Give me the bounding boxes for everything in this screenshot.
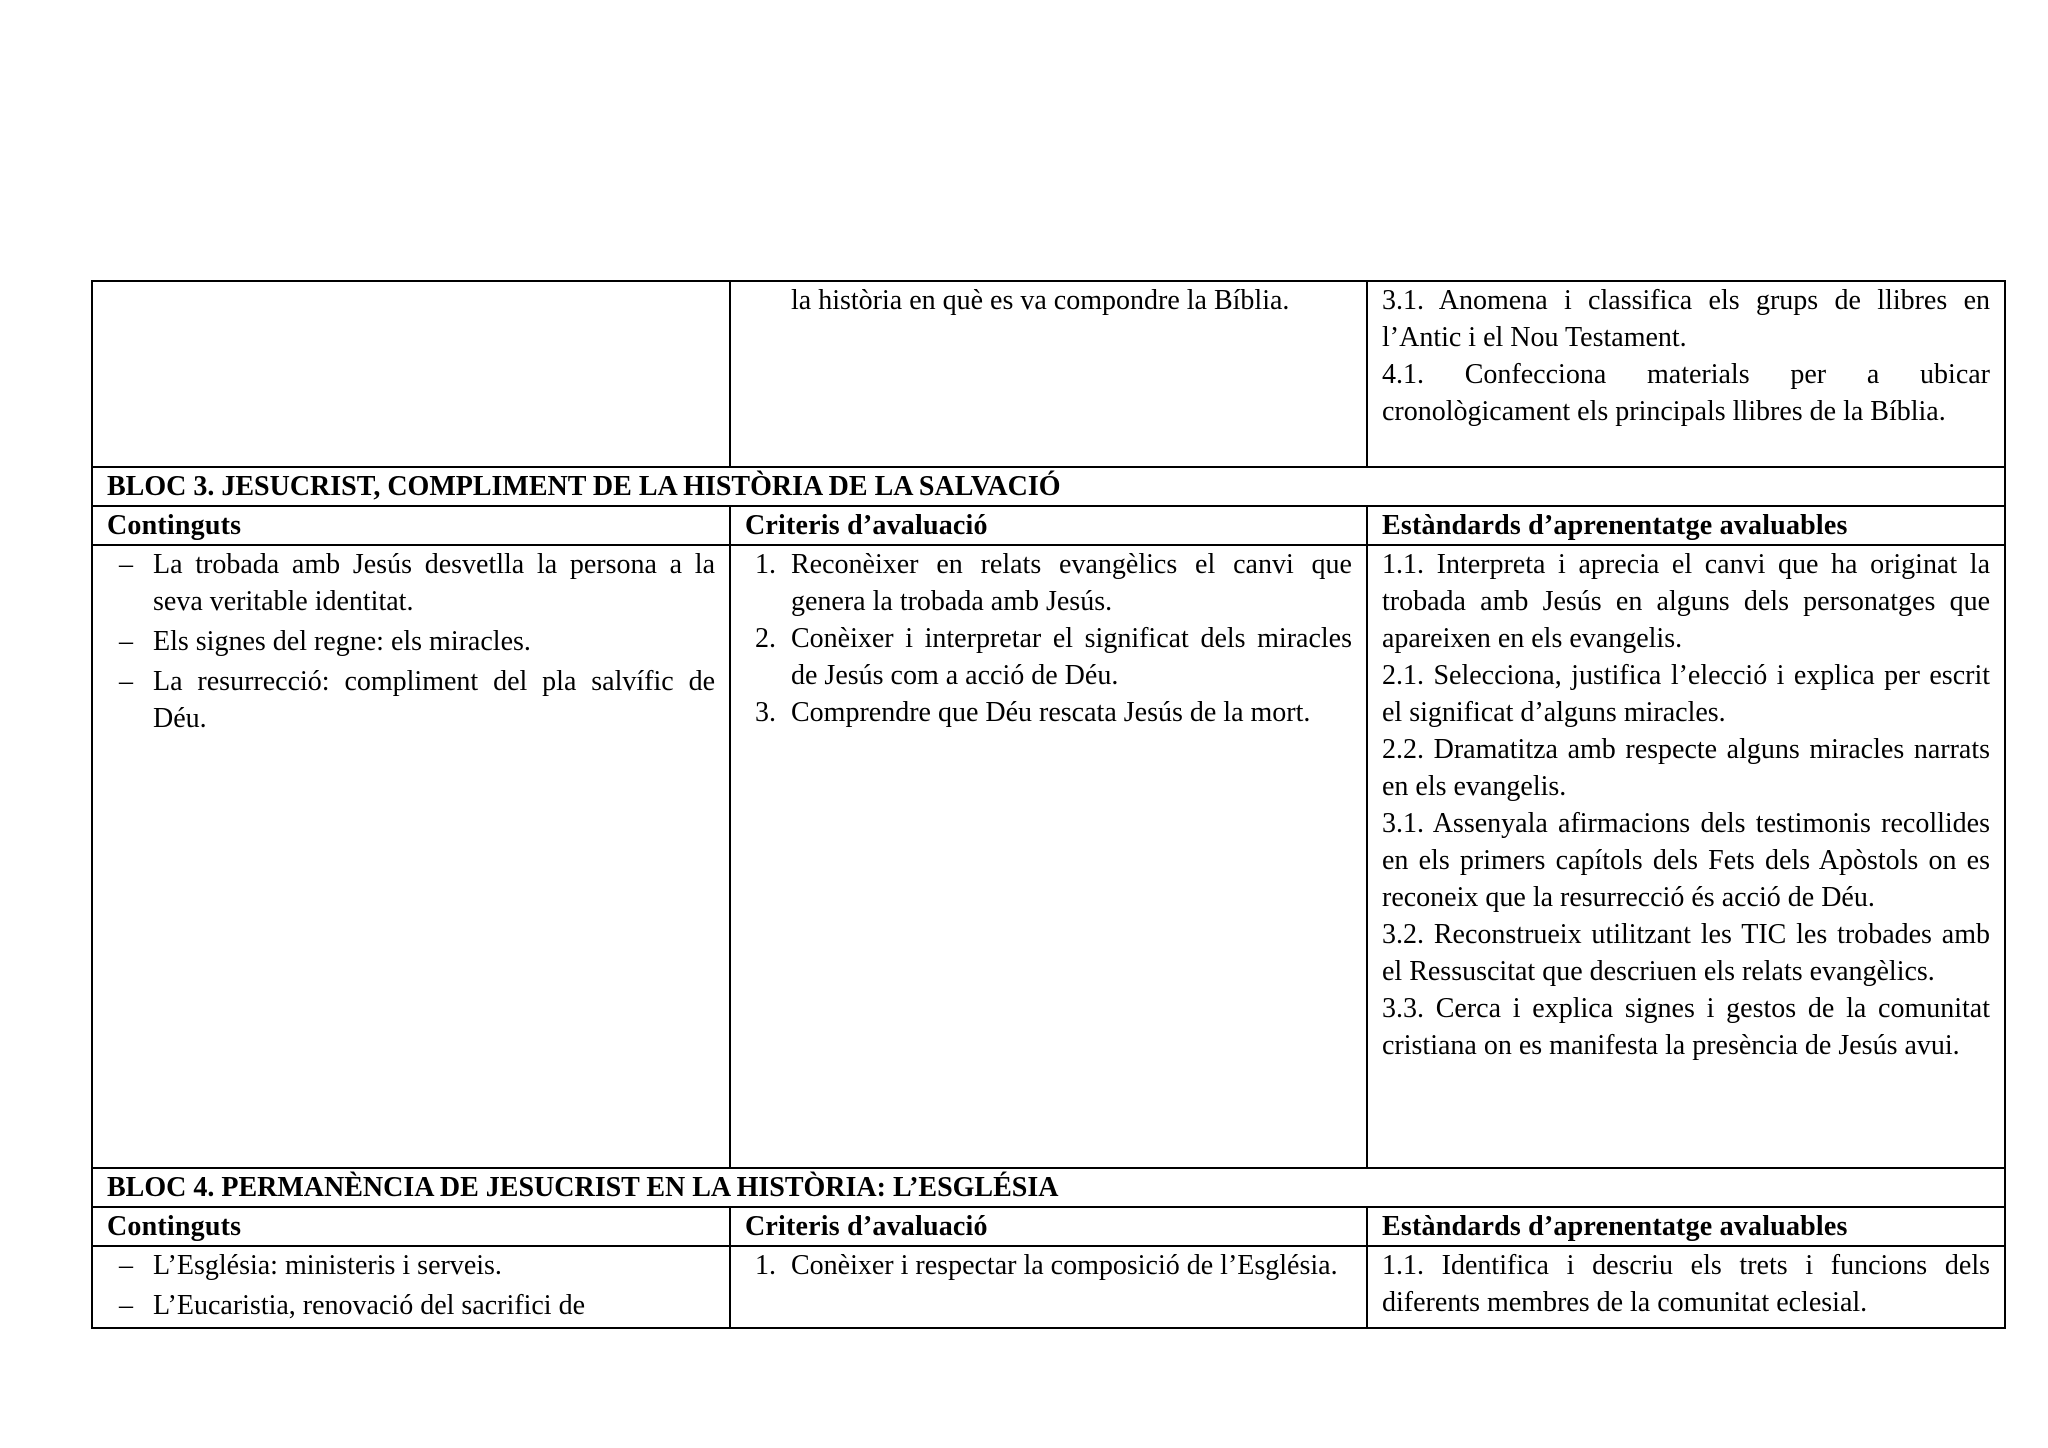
list-item [107,1247,715,1284]
header-criteris: Criteris d’avaluació [730,1207,1367,1246]
standard-item: 3.1. Anomena i classifica els grups de llibres en l’Antic i el Nou Testament. [1382,285,1990,353]
standard-item: 4.1. Confecciona materials per a ubicar cronològicament els principals llibres de la Bíblia. [1382,359,1990,427]
standard-item: 1.1. Identifica i descriu els trets i funcions dels diferents membres de la comunitat eclesial. [1382,1250,1990,1318]
list-item [107,663,715,737]
dash-marker: – [119,666,133,697]
criteris-list [745,1247,1352,1284]
number-marker: 1. [755,1250,776,1281]
list-item [745,694,1352,731]
number-marker: 3. [755,697,776,728]
list-item [745,546,1352,620]
list-item [107,623,715,660]
continguts-list [107,546,715,737]
list-item-text: Comprendre que Déu rescata Jesús de la mort. [791,697,1311,728]
list-item-text: La resurrecció: compliment del pla salvífic de Déu. [153,666,715,734]
number-marker: 1. [755,549,776,580]
standard-item: 2.1. Selecciona, justifica l’elecció i explica per escrit el significat d’alguns miracles. [1382,660,1990,728]
bloc3-criteris-cell [730,545,1367,1168]
bloc3-title: BLOC 3. JESUCRIST, COMPLIMENT DE LA HISTÒRIA DE LA SALVACIÓ [92,467,2005,506]
list-item [745,620,1352,694]
curriculum-table [91,280,2006,1329]
standard-item: 3.1. Assenyala afirmacions dels testimonis recollides en els primers capítols dels Fets dels Apòstols on es reconeix que la resurrecció és acció de Déu. [1382,808,1990,913]
header-criteris: Criteris d’avaluació [730,506,1367,545]
bloc4-header-row [92,1207,2005,1246]
standard-item: 2.2. Dramatitza amb respecte alguns miracles narrats en els evangelis. [1382,734,1990,802]
bloc4-criteris-cell [730,1246,1367,1328]
header-estandards: Estàndards d’aprenentatge avaluables [1367,1207,2005,1246]
list-item-text: Conèixer i respectar la composició de l’Església. [791,1250,1338,1281]
bloc3-content-row [92,545,2005,1168]
number-marker: 2. [755,623,776,654]
continuation-row [92,281,2005,467]
criteria-continued-text: la història en què es va compondre la Bíblia. [791,285,1290,316]
list-item-text: L’Eucaristia, renovació del sacrifici de [153,1290,585,1321]
header-continguts: Continguts [92,506,730,545]
list-item-text: Els signes del regne: els miracles. [153,626,531,657]
dash-marker: – [119,549,133,580]
bloc3-header-row [92,506,2005,545]
header-continguts: Continguts [92,1207,730,1246]
header-estandards: Estàndards d’aprenentatge avaluables [1367,506,2005,545]
continguts-list [107,1247,715,1324]
list-item-text: Conèixer i interpretar el significat dels miracles de Jesús com a acció de Déu. [791,623,1352,691]
criteris-list [745,546,1352,731]
list-item [745,1247,1352,1284]
bloc4-title: BLOC 4. PERMANÈNCIA DE JESUCRIST EN LA HISTÒRIA: L’ESGLÉSIA [92,1168,2005,1207]
bloc4-title-row [92,1168,2005,1207]
list-item-text: Reconèixer en relats evangèlics el canvi que genera la trobada amb Jesús. [791,549,1352,617]
bloc3-estandards-cell [1367,545,2005,1168]
standard-item: 1.1. Interpreta i aprecia el canvi que ha originat la trobada amb Jesús en alguns dels personatges que apareixen en els evangelis. [1382,549,1990,654]
bloc4-estandards-cell [1367,1246,2005,1328]
bloc3-continguts-cell [92,545,730,1168]
dash-marker: – [119,1290,133,1321]
bloc3-title-row [92,467,2005,506]
dash-marker: – [119,1250,133,1281]
list-item-text: L’Església: ministeris i serveis. [153,1250,502,1281]
bloc4-continguts-cell [92,1246,730,1328]
standard-item: 3.3. Cerca i explica signes i gestos de la comunitat cristiana on es manifesta la presència de Jesús avui. [1382,993,1990,1061]
standard-item: 3.2. Reconstrueix utilitzant les TIC les trobades amb el Ressuscitat que descriuen els relats evangèlics. [1382,919,1990,987]
continuation-continguts-cell [92,281,730,467]
continuation-estandards-cell [1367,281,2005,467]
bloc4-content-row [92,1246,2005,1328]
dash-marker: – [119,626,133,657]
list-item-text: La trobada amb Jesús desvetlla la persona a la seva veritable identitat. [153,549,715,617]
continuation-criteris-cell [730,281,1367,467]
list-item [107,1287,715,1324]
list-item [107,546,715,620]
